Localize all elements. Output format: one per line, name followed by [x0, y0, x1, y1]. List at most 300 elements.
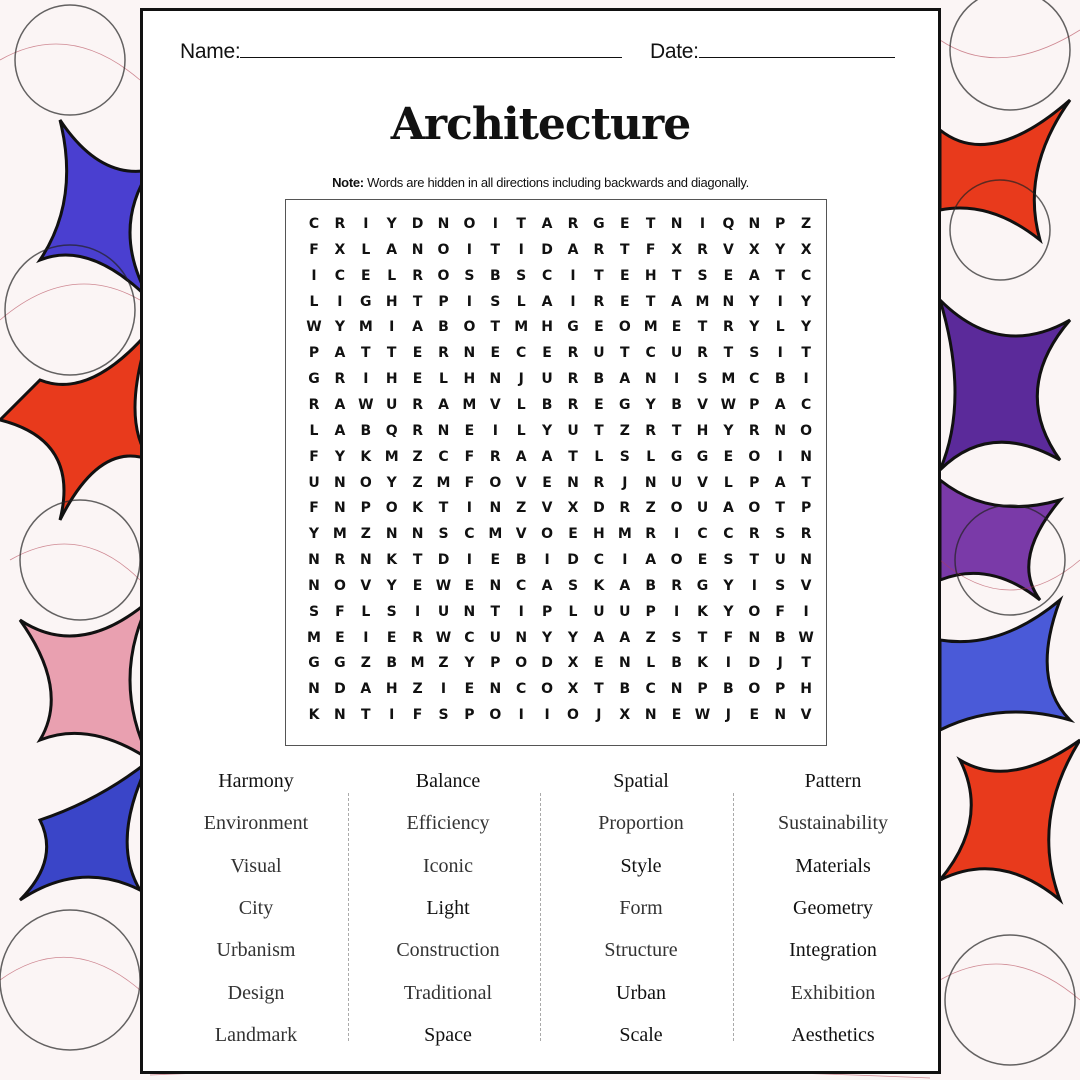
- grid-letter[interactable]: B: [438, 319, 449, 336]
- grid-letter[interactable]: A: [645, 552, 657, 569]
- grid-letter[interactable]: R: [412, 267, 423, 284]
- grid-letter[interactable]: R: [334, 552, 346, 569]
- grid-letter[interactable]: F: [645, 241, 656, 258]
- grid-letter[interactable]: M: [462, 396, 477, 413]
- grid-letter[interactable]: C: [800, 267, 812, 284]
- grid-letter[interactable]: A: [619, 577, 631, 594]
- grid-letter[interactable]: Z: [645, 629, 656, 646]
- grid-letter[interactable]: D: [593, 500, 605, 517]
- grid-letter[interactable]: R: [593, 293, 605, 310]
- grid-letter[interactable]: R: [334, 371, 346, 388]
- grid-letter[interactable]: E: [412, 371, 423, 388]
- grid-letter[interactable]: I: [440, 681, 447, 698]
- grid-letter[interactable]: B: [360, 422, 372, 439]
- grid-letter[interactable]: Y: [542, 422, 553, 439]
- grid-letter[interactable]: R: [593, 241, 605, 258]
- grid-letter[interactable]: N: [774, 422, 787, 439]
- grid-letter[interactable]: I: [777, 293, 783, 310]
- grid-letter[interactable]: B: [489, 267, 501, 284]
- grid-letter[interactable]: I: [466, 293, 472, 310]
- grid-letter[interactable]: Y: [567, 629, 579, 646]
- name-field[interactable]: [180, 39, 622, 64]
- grid-letter[interactable]: E: [697, 552, 708, 569]
- grid-letter[interactable]: G: [334, 655, 346, 672]
- grid-letter[interactable]: T: [620, 241, 630, 258]
- grid-letter[interactable]: P: [775, 216, 786, 232]
- grid-letter[interactable]: E: [386, 629, 397, 646]
- grid-letter[interactable]: V: [489, 396, 501, 413]
- grid-letter[interactable]: G: [308, 371, 320, 388]
- grid-letter[interactable]: U: [489, 629, 501, 646]
- grid-letter[interactable]: R: [567, 371, 579, 388]
- grid-letter[interactable]: R: [567, 345, 579, 362]
- grid-letter[interactable]: S: [438, 526, 449, 543]
- grid-letter[interactable]: Y: [775, 241, 786, 258]
- grid-letter[interactable]: L: [594, 448, 604, 465]
- grid-letter[interactable]: D: [541, 655, 553, 672]
- grid-letter[interactable]: O: [463, 319, 476, 336]
- grid-letter[interactable]: N: [515, 629, 528, 646]
- grid-letter[interactable]: I: [751, 577, 757, 594]
- grid-letter[interactable]: N: [670, 681, 683, 698]
- grid-letter[interactable]: Y: [334, 319, 345, 336]
- grid-letter[interactable]: A: [386, 241, 398, 258]
- grid-letter[interactable]: N: [800, 552, 812, 569]
- grid-letter[interactable]: L: [646, 448, 656, 465]
- grid-letter[interactable]: T: [801, 345, 811, 362]
- grid-letter[interactable]: T: [645, 293, 656, 310]
- grid-letter[interactable]: S: [775, 526, 786, 543]
- grid-letter[interactable]: I: [389, 319, 395, 336]
- grid-letter[interactable]: R: [697, 345, 708, 362]
- grid-letter[interactable]: N: [411, 526, 424, 543]
- grid-letter[interactable]: E: [620, 267, 630, 284]
- grid-letter[interactable]: L: [516, 422, 526, 439]
- grid-letter[interactable]: V: [697, 396, 708, 413]
- grid-letter[interactable]: D: [334, 681, 346, 698]
- grid-letter[interactable]: N: [489, 577, 502, 594]
- grid-letter[interactable]: C: [697, 526, 708, 543]
- grid-letter[interactable]: O: [515, 655, 528, 672]
- grid-letter[interactable]: H: [644, 267, 657, 284]
- grid-letter[interactable]: E: [412, 345, 423, 362]
- grid-letter[interactable]: R: [748, 422, 760, 439]
- grid-letter[interactable]: M: [721, 371, 736, 388]
- grid-letter[interactable]: I: [466, 552, 472, 569]
- grid-letter[interactable]: N: [437, 422, 450, 439]
- grid-letter[interactable]: T: [438, 500, 449, 517]
- grid-letter[interactable]: S: [438, 707, 449, 724]
- grid-letter[interactable]: R: [645, 422, 657, 439]
- grid-letter[interactable]: J: [622, 474, 628, 491]
- grid-letter[interactable]: D: [748, 655, 761, 672]
- grid-letter[interactable]: H: [385, 293, 398, 310]
- grid-letter[interactable]: B: [619, 681, 631, 698]
- grid-letter[interactable]: I: [414, 603, 421, 620]
- grid-letter[interactable]: N: [748, 629, 761, 646]
- grid-letter[interactable]: C: [334, 267, 346, 284]
- grid-letter[interactable]: N: [334, 500, 346, 517]
- grid-letter[interactable]: E: [464, 681, 475, 698]
- grid-letter[interactable]: A: [567, 241, 579, 258]
- grid-letter[interactable]: S: [671, 629, 682, 646]
- grid-letter[interactable]: O: [359, 474, 372, 491]
- grid-letter[interactable]: M: [488, 526, 503, 543]
- grid-letter[interactable]: U: [619, 603, 631, 620]
- grid-letter[interactable]: E: [568, 526, 578, 543]
- grid-letter[interactable]: H: [593, 526, 605, 543]
- grid-letter[interactable]: A: [541, 216, 553, 232]
- grid-letter[interactable]: S: [516, 267, 527, 284]
- grid-letter[interactable]: I: [544, 707, 550, 724]
- grid-letter[interactable]: R: [412, 396, 423, 413]
- grid-letter[interactable]: X: [567, 681, 579, 698]
- grid-letter[interactable]: R: [748, 526, 760, 543]
- grid-letter[interactable]: Z: [645, 500, 656, 517]
- grid-letter[interactable]: T: [645, 216, 656, 232]
- grid-letter[interactable]: B: [386, 655, 398, 672]
- grid-letter[interactable]: T: [361, 707, 371, 724]
- grid-letter[interactable]: I: [466, 500, 472, 517]
- grid-letter[interactable]: Y: [749, 319, 760, 336]
- grid-letter[interactable]: M: [307, 629, 321, 646]
- grid-letter[interactable]: B: [515, 552, 527, 569]
- grid-letter[interactable]: L: [439, 371, 448, 388]
- grid-letter[interactable]: A: [515, 448, 527, 465]
- date-field[interactable]: [650, 39, 895, 64]
- grid-letter[interactable]: E: [723, 448, 734, 465]
- grid-letter[interactable]: L: [568, 603, 578, 620]
- grid-letter[interactable]: A: [438, 396, 449, 413]
- grid-letter[interactable]: I: [803, 371, 809, 388]
- grid-letter[interactable]: B: [671, 655, 682, 672]
- grid-letter[interactable]: T: [568, 448, 578, 465]
- grid-letter[interactable]: V: [722, 241, 734, 258]
- grid-letter[interactable]: E: [542, 474, 552, 491]
- grid-letter[interactable]: L: [361, 241, 371, 258]
- grid-letter[interactable]: C: [516, 345, 527, 362]
- grid-letter[interactable]: J: [518, 371, 524, 388]
- grid-letter[interactable]: T: [594, 681, 604, 698]
- grid-letter[interactable]: X: [567, 655, 579, 672]
- grid-letter[interactable]: X: [748, 241, 760, 258]
- grid-letter[interactable]: C: [800, 396, 812, 413]
- grid-letter[interactable]: O: [670, 500, 683, 517]
- grid-letter[interactable]: O: [567, 707, 579, 724]
- grid-letter[interactable]: E: [490, 552, 501, 569]
- grid-letter[interactable]: F: [723, 629, 734, 646]
- grid-letter[interactable]: M: [410, 655, 425, 672]
- grid-letter[interactable]: I: [570, 293, 576, 310]
- grid-letter[interactable]: R: [412, 422, 423, 439]
- grid-letter[interactable]: O: [541, 681, 554, 698]
- grid-letter[interactable]: S: [567, 577, 579, 594]
- grid-letter[interactable]: F: [464, 474, 475, 491]
- grid-letter[interactable]: I: [518, 707, 524, 724]
- grid-letter[interactable]: K: [308, 707, 320, 724]
- grid-letter[interactable]: I: [570, 267, 576, 284]
- grid-letter[interactable]: X: [334, 241, 346, 258]
- grid-letter[interactable]: Y: [386, 216, 397, 232]
- grid-letter[interactable]: F: [309, 500, 319, 517]
- grid-letter[interactable]: A: [334, 396, 346, 413]
- grid-letter[interactable]: Z: [619, 422, 630, 439]
- grid-letter[interactable]: C: [308, 216, 320, 232]
- grid-letter[interactable]: T: [412, 293, 423, 310]
- grid-letter[interactable]: T: [775, 500, 785, 517]
- grid-letter[interactable]: N: [489, 681, 502, 698]
- grid-letter[interactable]: I: [311, 267, 317, 284]
- grid-letter[interactable]: E: [542, 345, 552, 362]
- grid-letter[interactable]: N: [670, 216, 683, 232]
- grid-letter[interactable]: P: [308, 345, 320, 362]
- grid-letter[interactable]: R: [438, 345, 449, 362]
- grid-letter[interactable]: W: [798, 629, 814, 646]
- grid-letter[interactable]: N: [308, 577, 320, 594]
- grid-letter[interactable]: N: [618, 655, 631, 672]
- grid-letter[interactable]: N: [334, 707, 346, 724]
- grid-letter[interactable]: U: [696, 500, 709, 517]
- grid-letter[interactable]: T: [594, 422, 604, 439]
- grid-letter[interactable]: X: [800, 241, 812, 258]
- grid-letter[interactable]: L: [646, 655, 656, 672]
- grid-letter[interactable]: A: [593, 629, 605, 646]
- grid-letter[interactable]: S: [775, 577, 786, 594]
- grid-letter[interactable]: A: [412, 319, 424, 336]
- grid-letter[interactable]: E: [464, 422, 475, 439]
- grid-letter[interactable]: T: [386, 345, 397, 362]
- grid-letter[interactable]: Z: [360, 526, 371, 543]
- grid-letter[interactable]: R: [723, 319, 734, 336]
- grid-letter[interactable]: H: [541, 319, 553, 336]
- grid-letter[interactable]: S: [749, 345, 760, 362]
- grid-letter[interactable]: U: [593, 603, 605, 620]
- grid-letter[interactable]: O: [385, 500, 398, 517]
- grid-letter[interactable]: A: [722, 500, 734, 517]
- grid-letter[interactable]: W: [435, 577, 452, 594]
- grid-letter[interactable]: F: [775, 603, 785, 620]
- grid-letter[interactable]: N: [411, 241, 424, 258]
- grid-letter[interactable]: O: [489, 474, 502, 491]
- grid-letter[interactable]: O: [489, 707, 502, 724]
- grid-letter[interactable]: T: [490, 241, 501, 258]
- grid-letter[interactable]: U: [386, 396, 398, 413]
- grid-letter[interactable]: M: [436, 474, 451, 491]
- grid-letter[interactable]: C: [516, 681, 527, 698]
- grid-letter[interactable]: K: [386, 552, 398, 569]
- grid-letter[interactable]: A: [541, 577, 553, 594]
- grid-letter[interactable]: Y: [464, 655, 475, 672]
- grid-letter[interactable]: M: [384, 448, 399, 465]
- grid-letter[interactable]: P: [749, 396, 760, 413]
- grid-letter[interactable]: E: [490, 345, 501, 362]
- grid-letter[interactable]: Y: [801, 293, 812, 310]
- grid-letter[interactable]: M: [695, 293, 710, 310]
- grid-letter[interactable]: I: [363, 629, 369, 646]
- grid-letter[interactable]: R: [567, 216, 579, 232]
- grid-letter[interactable]: E: [412, 577, 423, 594]
- grid-letter[interactable]: G: [567, 319, 579, 336]
- grid-letter[interactable]: Z: [412, 681, 423, 698]
- grid-letter[interactable]: O: [463, 216, 476, 232]
- grid-letter[interactable]: A: [334, 345, 346, 362]
- grid-letter[interactable]: Y: [723, 577, 734, 594]
- grid-letter[interactable]: L: [516, 293, 526, 310]
- grid-letter[interactable]: N: [644, 371, 657, 388]
- grid-letter[interactable]: H: [385, 371, 398, 388]
- grid-letter[interactable]: T: [671, 267, 682, 284]
- grid-letter[interactable]: P: [490, 655, 501, 672]
- grid-letter[interactable]: P: [541, 603, 553, 620]
- grid-letter[interactable]: M: [514, 319, 529, 336]
- grid-letter[interactable]: E: [620, 216, 630, 232]
- grid-letter[interactable]: L: [516, 396, 526, 413]
- grid-letter[interactable]: W: [694, 707, 711, 724]
- grid-letter[interactable]: A: [541, 448, 553, 465]
- grid-letter[interactable]: F: [309, 448, 319, 465]
- grid-letter[interactable]: G: [696, 577, 709, 594]
- grid-letter[interactable]: I: [518, 603, 524, 620]
- grid-letter[interactable]: F: [335, 603, 345, 620]
- grid-letter[interactable]: Y: [334, 448, 345, 465]
- grid-letter[interactable]: B: [723, 681, 734, 698]
- grid-letter[interactable]: T: [412, 552, 423, 569]
- grid-letter[interactable]: Z: [360, 655, 371, 672]
- grid-letter[interactable]: D: [567, 552, 579, 569]
- grid-letter[interactable]: V: [515, 474, 527, 491]
- grid-letter[interactable]: C: [749, 371, 760, 388]
- grid-letter[interactable]: F: [309, 241, 319, 258]
- grid-letter[interactable]: E: [361, 267, 371, 284]
- grid-letter[interactable]: T: [516, 216, 526, 232]
- grid-letter[interactable]: O: [748, 603, 761, 620]
- grid-letter[interactable]: K: [412, 500, 424, 517]
- grid-letter[interactable]: O: [748, 681, 761, 698]
- grid-letter[interactable]: A: [748, 267, 760, 284]
- grid-letter[interactable]: X: [567, 500, 579, 517]
- grid-letter[interactable]: Y: [308, 526, 320, 543]
- grid-letter[interactable]: A: [334, 422, 346, 439]
- grid-letter[interactable]: Y: [723, 603, 734, 620]
- grid-letter[interactable]: A: [619, 371, 631, 388]
- grid-letter[interactable]: L: [309, 293, 319, 310]
- grid-letter[interactable]: M: [332, 526, 347, 543]
- grid-letter[interactable]: Y: [386, 577, 397, 594]
- grid-letter[interactable]: R: [800, 526, 812, 543]
- grid-letter[interactable]: I: [673, 371, 680, 388]
- grid-letter[interactable]: I: [518, 241, 524, 258]
- grid-letter[interactable]: V: [360, 577, 372, 594]
- grid-letter[interactable]: R: [697, 241, 708, 258]
- grid-letter[interactable]: O: [618, 319, 631, 336]
- grid-letter[interactable]: P: [775, 681, 786, 698]
- grid-letter[interactable]: B: [671, 396, 682, 413]
- grid-letter[interactable]: H: [385, 681, 398, 698]
- grid-letter[interactable]: I: [699, 216, 706, 232]
- grid-letter[interactable]: C: [464, 526, 475, 543]
- grid-letter[interactable]: M: [643, 319, 658, 336]
- grid-letter[interactable]: W: [306, 319, 322, 336]
- grid-letter[interactable]: S: [697, 267, 708, 284]
- grid-letter[interactable]: O: [800, 422, 813, 439]
- grid-letter[interactable]: T: [801, 474, 811, 491]
- grid-letter[interactable]: T: [490, 319, 501, 336]
- grid-letter[interactable]: T: [697, 629, 708, 646]
- grid-letter[interactable]: X: [671, 241, 682, 258]
- grid-letter[interactable]: P: [645, 603, 656, 620]
- grid-letter[interactable]: A: [671, 293, 683, 310]
- grid-letter[interactable]: S: [386, 603, 397, 620]
- grid-letter[interactable]: M: [617, 526, 632, 543]
- grid-letter[interactable]: N: [567, 474, 579, 491]
- grid-letter[interactable]: W: [358, 396, 374, 413]
- grid-letter[interactable]: G: [360, 293, 372, 310]
- grid-letter[interactable]: Y: [542, 629, 553, 646]
- grid-letter[interactable]: C: [541, 267, 553, 284]
- grid-letter[interactable]: T: [490, 603, 501, 620]
- grid-letter[interactable]: C: [516, 577, 527, 594]
- grid-letter[interactable]: Z: [516, 500, 527, 517]
- grid-letter[interactable]: N: [308, 552, 320, 569]
- grid-letter[interactable]: A: [360, 681, 372, 698]
- grid-letter[interactable]: P: [800, 500, 812, 517]
- grid-letter[interactable]: J: [596, 707, 602, 724]
- grid-letter[interactable]: Y: [749, 293, 760, 310]
- grid-letter[interactable]: D: [541, 241, 553, 258]
- grid-letter[interactable]: T: [723, 345, 734, 362]
- grid-letter[interactable]: H: [696, 422, 709, 439]
- grid-letter[interactable]: I: [389, 707, 395, 724]
- grid-letter[interactable]: O: [437, 241, 450, 258]
- grid-letter[interactable]: X: [619, 707, 631, 724]
- grid-letter[interactable]: N: [800, 448, 812, 465]
- grid-letter[interactable]: I: [466, 241, 472, 258]
- grid-letter[interactable]: M: [358, 319, 373, 336]
- grid-letter[interactable]: T: [671, 422, 682, 439]
- grid-letter[interactable]: J: [777, 655, 783, 672]
- grid-letter[interactable]: N: [463, 345, 476, 362]
- grid-letter[interactable]: O: [437, 267, 450, 284]
- grid-letter[interactable]: E: [335, 629, 345, 646]
- grid-letter[interactable]: U: [308, 474, 320, 491]
- grid-letter[interactable]: I: [622, 552, 628, 569]
- grid-letter[interactable]: U: [437, 603, 450, 620]
- grid-letter[interactable]: Z: [412, 474, 423, 491]
- grid-letter[interactable]: R: [334, 216, 346, 232]
- grid-letter[interactable]: J: [725, 707, 731, 724]
- grid-letter[interactable]: R: [489, 448, 501, 465]
- grid-letter[interactable]: I: [777, 448, 783, 465]
- grid-letter[interactable]: N: [308, 681, 320, 698]
- grid-letter[interactable]: W: [435, 629, 452, 646]
- grid-letter[interactable]: N: [644, 474, 657, 491]
- grid-letter[interactable]: C: [593, 552, 605, 569]
- date-line[interactable]: [699, 39, 895, 58]
- grid-letter[interactable]: H: [800, 681, 812, 698]
- grid-letter[interactable]: E: [594, 319, 604, 336]
- grid-letter[interactable]: Y: [801, 319, 812, 336]
- grid-letter[interactable]: L: [387, 267, 397, 284]
- grid-letter[interactable]: Z: [801, 216, 812, 232]
- grid-letter[interactable]: N: [489, 500, 502, 517]
- grid-letter[interactable]: I: [673, 603, 680, 620]
- grid-letter[interactable]: I: [544, 552, 550, 569]
- grid-letter[interactable]: H: [463, 371, 476, 388]
- grid-letter[interactable]: D: [437, 552, 450, 569]
- grid-letter[interactable]: U: [593, 345, 605, 362]
- grid-letter[interactable]: Z: [438, 655, 449, 672]
- grid-letter[interactable]: S: [697, 371, 708, 388]
